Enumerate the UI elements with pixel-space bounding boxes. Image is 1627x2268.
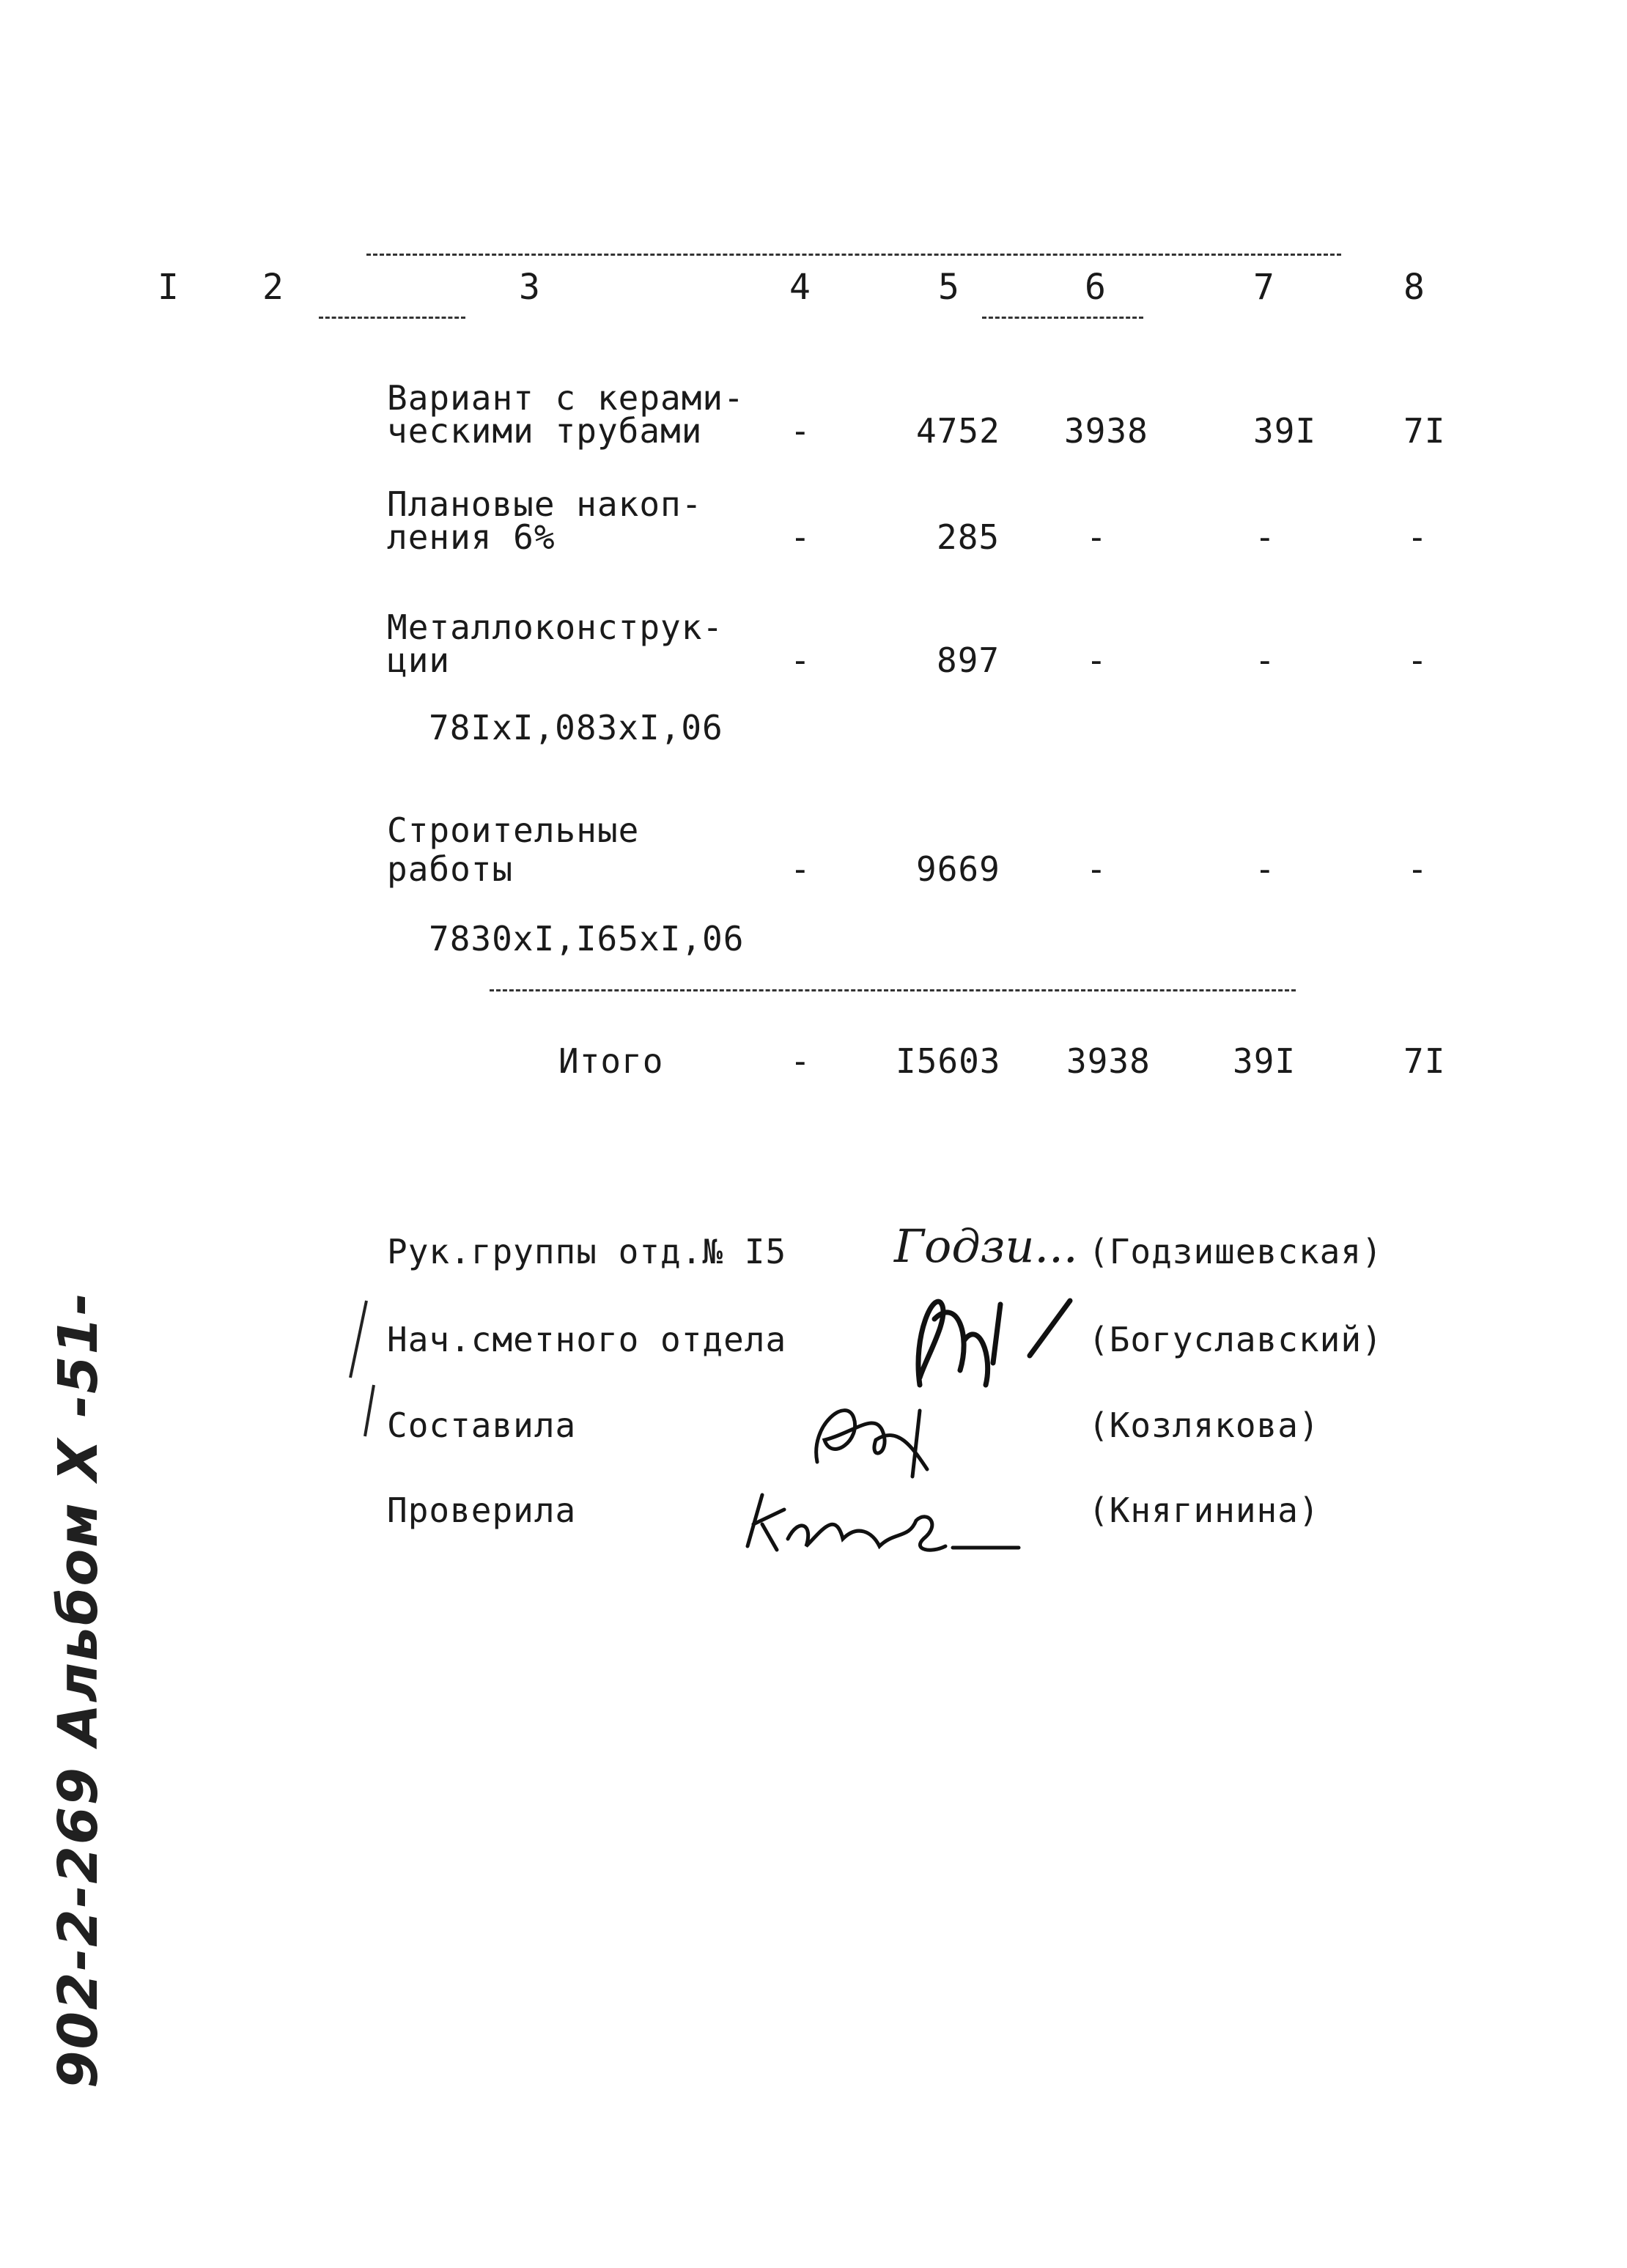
sig3-role: Составила — [387, 1406, 577, 1445]
row4-col7: - — [1255, 849, 1276, 889]
col-header-4: 4 — [789, 267, 811, 308]
margin-tick-marks — [337, 1297, 381, 1476]
row3-col7: - — [1255, 640, 1276, 680]
col-header-6: 6 — [1085, 267, 1106, 308]
row4-name-line2: работы — [387, 849, 514, 889]
header-bottom-rule-right — [982, 317, 1143, 319]
sig2-name: (Богуславский) — [1088, 1320, 1383, 1359]
sig4-name: (Княгинина) — [1088, 1491, 1320, 1530]
row2-name-line1: Плановые накоп- — [387, 484, 703, 524]
row2-col6: - — [1086, 517, 1107, 557]
total-col4: - — [790, 1041, 811, 1081]
row2-col8: - — [1407, 517, 1428, 557]
col-header-7: 7 — [1253, 267, 1274, 308]
row3-col5: 897 — [937, 640, 1000, 680]
row3-col6: - — [1086, 640, 1107, 680]
album-margin-stamp: 902-2-269 Альбом X -51- — [47, 1291, 110, 2088]
row3-name-line2: ции — [387, 640, 451, 680]
row1-col8: 7I — [1403, 411, 1446, 451]
sig4-role: Проверила — [387, 1491, 577, 1530]
row3-name-line1: Металлоконструк- — [387, 607, 724, 647]
row1-col7: 39I — [1253, 411, 1317, 451]
row1-name-line1: Вариант с керами- — [387, 378, 745, 418]
sig2-role: Нач.сметного отдела — [387, 1320, 787, 1359]
row2-col4: - — [790, 517, 811, 557]
row4-col4: - — [790, 849, 811, 889]
col-header-2: 2 — [262, 267, 284, 308]
row1-col5: 4752 — [916, 411, 1000, 451]
total-rule — [490, 989, 1296, 991]
col-header-5: 5 — [938, 267, 959, 308]
total-col6: 3938 — [1066, 1041, 1151, 1081]
col-header-3: 3 — [519, 267, 540, 308]
row1-name-line2: ческими трубами — [387, 411, 703, 451]
sig3-name: (Козлякова) — [1088, 1406, 1320, 1445]
header-top-rule — [366, 254, 1341, 256]
signature-handwriting-3 — [795, 1381, 971, 1487]
row2-col5: 285 — [937, 517, 1000, 557]
row2-col7: - — [1255, 517, 1276, 557]
row1-col6: 3938 — [1064, 411, 1148, 451]
row3-formula: 78IxI,083xI,06 — [429, 708, 723, 747]
col-header-8: 8 — [1403, 267, 1425, 308]
row4-col8: - — [1407, 849, 1428, 889]
row4-name-line1: Строительные — [387, 810, 640, 850]
row4-col5: 9669 — [916, 849, 1000, 889]
row4-col6: - — [1086, 849, 1107, 889]
total-col8: 7I — [1403, 1041, 1446, 1081]
total-label: Итого — [558, 1041, 664, 1081]
signature-handwriting-text: Годзи... — [894, 1219, 1078, 1273]
row1-col4: - — [790, 411, 811, 451]
row3-col8: - — [1407, 640, 1428, 680]
row3-col4: - — [790, 640, 811, 680]
sig1-name: (Годзишевская) — [1088, 1232, 1383, 1271]
sig1-role: Рук.группы отд.№ I5 — [387, 1232, 787, 1271]
header-bottom-rule-left — [319, 317, 465, 319]
total-col5: I5603 — [896, 1041, 1001, 1081]
row2-name-line2: ления 6% — [387, 517, 556, 557]
col-header-1: I — [158, 267, 179, 308]
total-col7: 39I — [1233, 1041, 1296, 1081]
row4-formula: 7830xI,I65xI,06 — [429, 919, 745, 958]
signature-handwriting-4 — [733, 1480, 1026, 1564]
